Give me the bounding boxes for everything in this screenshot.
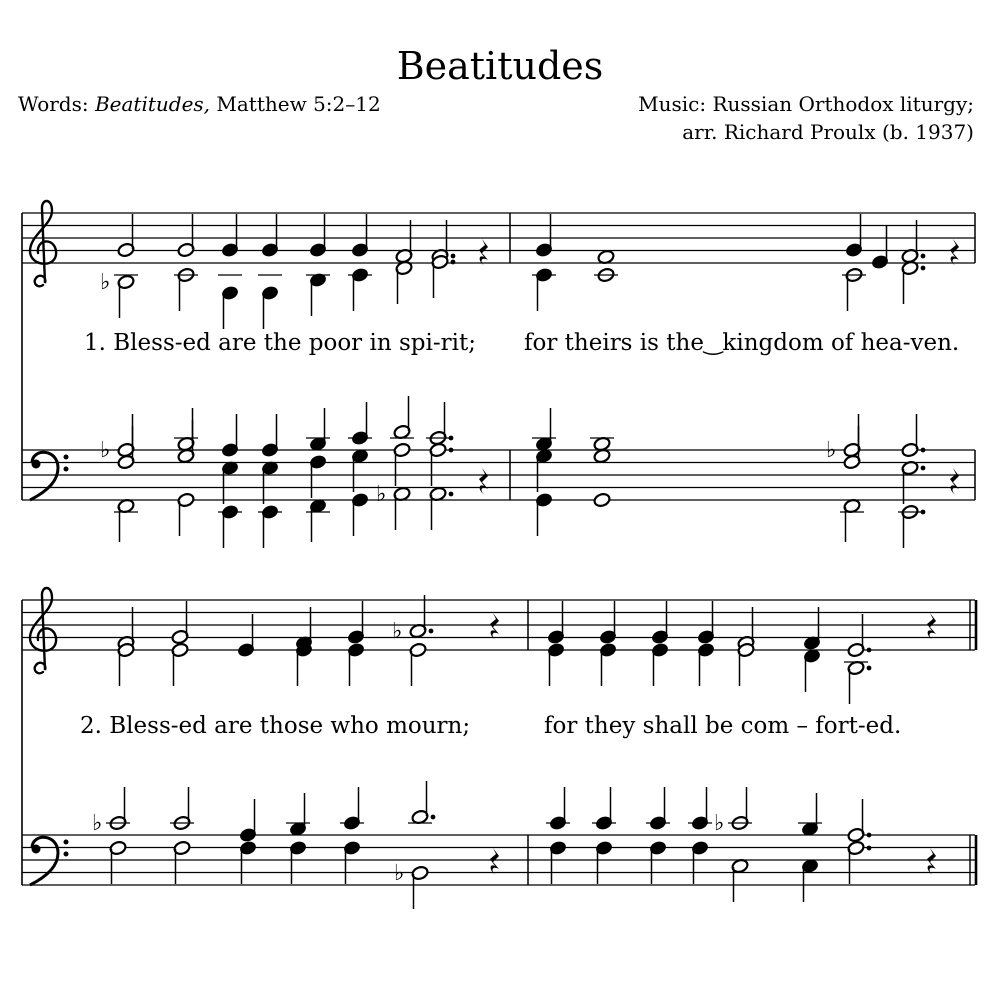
dot bbox=[867, 846, 872, 851]
dot bbox=[449, 448, 454, 453]
flat-sign: ♭ bbox=[376, 482, 387, 507]
dot bbox=[867, 666, 872, 671]
quarter-rest-icon bbox=[950, 468, 959, 495]
flat-sign: ♭ bbox=[392, 619, 403, 644]
flat-sign: ♭ bbox=[92, 811, 103, 836]
dot bbox=[921, 254, 926, 259]
dot bbox=[429, 629, 434, 634]
lyric-line-2b: for they shall be com – fort-ed. bbox=[544, 713, 902, 739]
quarter-rest-icon bbox=[479, 468, 488, 495]
words-source: Beatitudes, bbox=[94, 92, 211, 116]
bass-clef-dot bbox=[64, 852, 69, 857]
dot bbox=[449, 492, 454, 497]
bass-clef-dot bbox=[32, 460, 41, 469]
treble-clef-icon bbox=[30, 201, 56, 286]
quarter-rest-icon bbox=[927, 848, 936, 875]
bass-clef-icon bbox=[30, 452, 58, 500]
dot bbox=[921, 448, 926, 453]
tenor-bass-note bbox=[593, 492, 611, 508]
flat-sign: ♭ bbox=[714, 811, 725, 836]
lyric-text-2a: Bless-ed are those who mourn; bbox=[109, 713, 471, 739]
lyric-text-1a: Bless-ed are the poor in spi-rit; bbox=[113, 330, 476, 356]
words-reference: Matthew 5:2–12 bbox=[210, 92, 381, 116]
dot bbox=[451, 254, 456, 259]
quarter-rest-icon bbox=[490, 613, 499, 640]
lyric-line-1b: for theirs is the‿kingdom of hea-ven. bbox=[524, 330, 960, 356]
hymn-title: Beatitudes bbox=[396, 44, 604, 88]
dot bbox=[431, 815, 436, 820]
dot bbox=[921, 266, 926, 271]
words-prefix: Words: bbox=[18, 92, 95, 116]
dot bbox=[451, 260, 456, 265]
quarter-rest-icon bbox=[927, 613, 936, 640]
bass-clef-dot bbox=[64, 455, 69, 460]
dot bbox=[921, 466, 926, 471]
treble-clef-icon bbox=[30, 588, 56, 673]
verse-number-1: 1. bbox=[84, 330, 106, 356]
dot bbox=[867, 648, 872, 653]
flat-sign: ♭ bbox=[826, 438, 837, 463]
flat-sign: ♭ bbox=[100, 438, 111, 463]
bass-clef-dot bbox=[64, 840, 69, 845]
flat-sign: ♭ bbox=[100, 270, 111, 295]
music-credit-line2: arr. Richard Proulx (b. 1937) bbox=[682, 120, 974, 144]
bass-clef-dot bbox=[32, 845, 41, 854]
dot bbox=[867, 833, 872, 838]
flat-sign: ♭ bbox=[394, 861, 405, 886]
quarter-rest-icon bbox=[490, 848, 499, 875]
music-credit-line1: Music: Russian Orthodox liturgy; bbox=[638, 92, 974, 116]
quarter-rest-icon bbox=[950, 239, 959, 266]
bass-clef-icon bbox=[30, 837, 58, 885]
quarter-rest-icon bbox=[479, 239, 488, 266]
bass-clef-dot bbox=[64, 467, 69, 472]
verse-number-2: 2. bbox=[80, 713, 102, 739]
